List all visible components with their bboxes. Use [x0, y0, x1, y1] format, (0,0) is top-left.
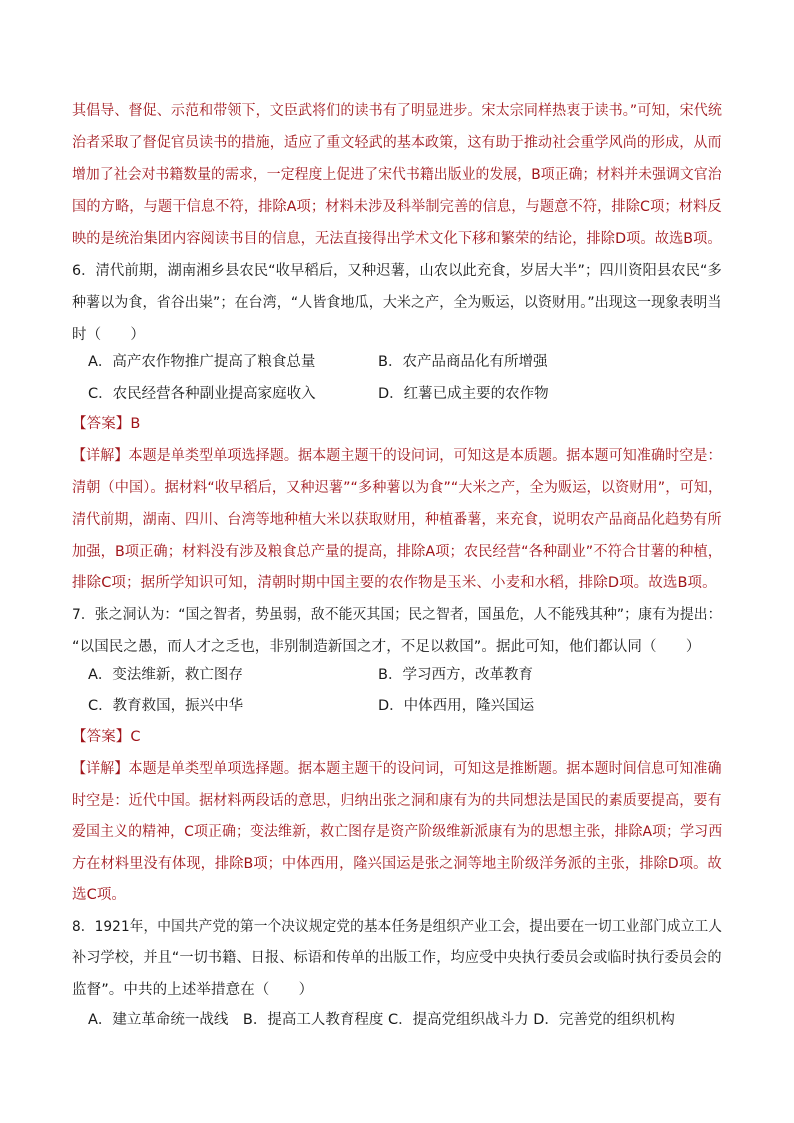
- detail-line: 爱国主义的精神，C项正确；变法维新，救亡图存是资产阶级维新派康有为的思想主张，排除A项；学习西: [72, 824, 723, 840]
- detail-line: 时空是：近代中国。据材料两段话的意思，归纳出张之洞和康有为的共同想法是国民的素质要提高，要有: [72, 793, 722, 809]
- explanation-line: 增加了社会对书籍数量的需求，一定程度上促进了宋代书籍出版业的发展，B项正确；材料并未强调文官治: [72, 167, 722, 183]
- option-a: A．变法维新，救亡图存: [88, 667, 243, 683]
- question-stem: “以国民之愚，而人才之乏也，非别制造新国之才，不足以救国”。据此可知，他们都认同（ ）: [72, 639, 701, 655]
- answer-line: [72, 414, 140, 434]
- detail-line: 选C项。: [72, 887, 127, 903]
- option-b: B．农产品商品化有所增强: [378, 354, 548, 370]
- answer-value: C: [130, 729, 141, 745]
- detail-text: 本题是单类型单项选择题。据本题主题干的设问词，可知这是本质题。据本题可知准确时空是：: [128, 448, 722, 464]
- explanation-line: 治者采取了督促官员读书的措施，适应了重文轻武的基本政策，这有助于推动社会重学风尚的形成，从而: [72, 135, 722, 151]
- answer-label: 【答案】: [72, 729, 131, 745]
- detail-text: 本题是单类型单项选择题。据本题主题干的设问词，可知这是推断题。据本题时间信息可知准确: [128, 761, 722, 777]
- detail-label: 【详解】: [72, 761, 129, 777]
- question-stem: 7．张之洞认为：“国之智者，势虽弱，敌不能灭其国；民之智者，国虽危，人不能残其种”；康有为提出：: [72, 607, 722, 623]
- explanation-line: 国的方略，与题干信息不符，排除A项；材料未涉及科举制完善的信息，与题意不符，排除C项；材料反: [72, 199, 722, 215]
- option-c: C．农民经营各种副业提高家庭收入: [88, 386, 316, 402]
- option-d: D．中体西用，隆兴国运: [378, 698, 535, 714]
- question-stem: 6．清代前期，湖南湘乡县农民“收早稻后，又种迟薯，山农以此充食，岁居大半”；四川资阳县农民“多: [72, 263, 722, 279]
- explanation-line: 其倡导、督促、示范和带领下，文臣武将们的读书有了明显进步。宋太宗同样热衷于读书。”可知，宋代统: [72, 103, 722, 119]
- answer-label: 【答案】: [72, 416, 131, 432]
- detail-line: 清代前期，湖南、四川、台湾等地种植大米以获取财用，种植番薯，来充食，说明农产品商品化趋势有所: [72, 512, 722, 528]
- question-stem: 8．1921年，中国共产党的第一个决议规定党的基本任务是组织产业工会，提出要在一切工业部门成立工人: [72, 919, 723, 935]
- options-line: A．建立革命统一战线 B．提高工人教育程度 C．提高党组织战斗力 D．完善党的组织机构: [88, 1012, 675, 1028]
- option-c: C．教育救国，振兴中华: [88, 698, 244, 714]
- detail-line: [72, 446, 722, 466]
- detail-line: 排除C项；据所学知识可知，清朝时期中国主要的农作物是玉米、小麦和水稻，排除D项。故选B项。: [72, 575, 717, 591]
- explanation-line: 映的是统治集团内容阅读书目的信息，无法直接得出学术文化下移和繁荣的结论，排除D项。故选B项。: [72, 231, 722, 247]
- question-stem: 种薯以为食，省谷出粜”；在台湾，“人皆食地瓜，大米之产，全为贩运，以资财用。”出现这一现象表明当: [72, 295, 722, 311]
- detail-line: 清朝（中国）。据材料“收早稻后，又种迟薯”“多种薯以为食”“大米之产，全为贩运，以资财用”，可知，: [72, 480, 723, 496]
- answer-value: B: [130, 416, 141, 432]
- detail-line: 加强，B项正确；材料没有涉及粮食总产量的提高，排除A项；农民经营“各种副业”不符合甘薯的种植，: [72, 544, 723, 560]
- detail-line: [72, 759, 722, 779]
- option-a: A．高产农作物推广提高了粮食总量: [88, 354, 316, 370]
- option-b: B．学习西方，改革教育: [378, 667, 533, 683]
- detail-line: 方在材料里没有体现，排除B项；中体西用，隆兴国运是张之洞等地主阶级洋务派的主张，排除D项。故: [72, 856, 722, 872]
- question-stem: 监督”。中共的上述举措意在（ ）: [72, 982, 314, 998]
- question-stem: 时（ ）: [72, 327, 145, 343]
- answer-line: [72, 727, 141, 747]
- option-d: D．红薯已成主要的农作物: [378, 386, 549, 402]
- detail-label: 【详解】: [72, 448, 129, 464]
- question-stem: 补习学校，并且“一切书籍、日报、标语和传单的出版工作，均应受中央执行委员会或临时执行委员会的: [72, 950, 722, 966]
